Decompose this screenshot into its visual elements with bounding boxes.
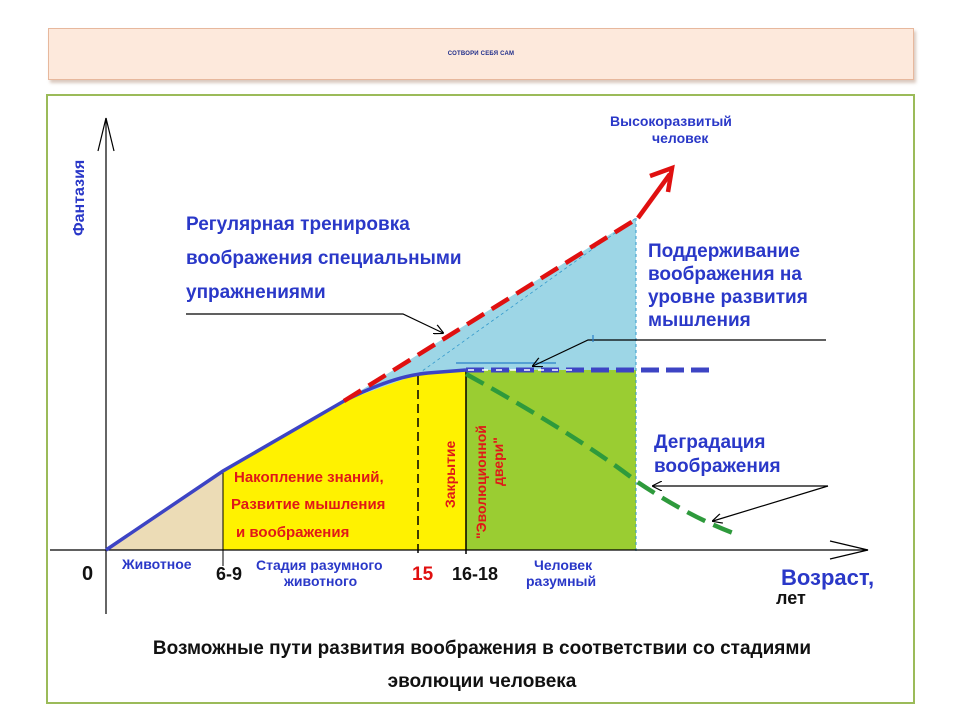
caption-line-2: эволюции человека	[387, 671, 577, 692]
tick-6-9: 6-9	[216, 564, 243, 584]
stage-homo-1: Человек	[534, 557, 593, 573]
rational-animal-region	[223, 370, 466, 550]
training-text-1: Регулярная тренировка	[186, 214, 410, 235]
door-text-1: Закрытие	[442, 440, 458, 508]
degrade-pointer-bottom	[713, 486, 828, 521]
caption-line-1: Возможные пути развития воображения в соответствии со стадиями	[152, 638, 812, 659]
imagination-diagram	[48, 96, 915, 704]
stage-animal: Животное	[122, 556, 192, 572]
top-label-1: Высокоразвитый	[610, 113, 732, 129]
diagram-frame	[46, 94, 915, 704]
x-axis-unit: лет	[776, 588, 806, 608]
accum-text-3: и воображения	[236, 524, 350, 541]
training-pointer	[186, 314, 443, 333]
stage-rational-animal-2: животного	[284, 573, 358, 589]
tick-15: 15	[412, 564, 434, 585]
door-text-2: "Эволюционной	[473, 425, 489, 539]
y-axis-label: Фантазия	[71, 159, 88, 236]
maintain-text-3: уровне развития	[648, 287, 808, 308]
door-text-3: двери"	[490, 437, 506, 486]
maintain-text-2: воображения на	[648, 264, 802, 285]
training-text-2: воображения специальными	[186, 248, 462, 269]
tick-16-18: 16-18	[452, 564, 499, 584]
slide-title: СОТВОРИ СЕБЯ САМ	[447, 51, 515, 57]
rising-path-tip	[638, 174, 670, 218]
accum-text-1: Накопление знаний,	[234, 469, 384, 486]
x-axis-label: Возраст,	[781, 565, 875, 590]
degrade-text-1: Деградация	[654, 432, 766, 453]
stage-rational-animal-1: Стадия разумного	[256, 557, 383, 573]
degrade-text-2: воображения	[654, 456, 781, 477]
training-text-3: упражнениями	[186, 282, 326, 303]
maintain-text-1: Поддерживание	[648, 241, 800, 262]
top-label-2: человек	[652, 130, 709, 146]
maintain-text-4: мышления	[648, 310, 751, 331]
tick-0: 0	[82, 563, 94, 585]
stage-homo-2: разумный	[526, 573, 597, 589]
accum-text-2: Развитие мышления	[231, 496, 386, 513]
slide-title-bar	[48, 28, 914, 80]
